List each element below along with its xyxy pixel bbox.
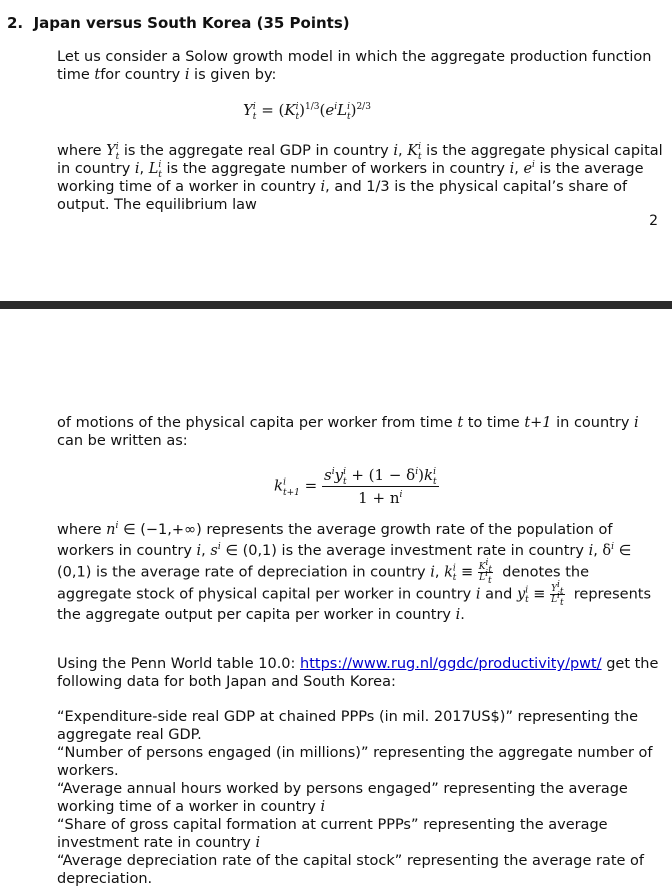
list-item: “Number of persons engaged (in millions)” representing the aggregate number of workers. bbox=[57, 745, 653, 779]
law-fraction: $\frac{s^iy^i_t + (1 - \delta^i)k^i_t}{1 + n^i}$ bbox=[323, 466, 437, 507]
list-item: “Average annual hours worked by persons engaged” representing the average working time of a worker in country i bbox=[57, 781, 628, 815]
pwt-paragraph: Using the Penn World table 10.0: https://www.rug.nl/ggdc/productivity/pwt/ get the following data for both Japan and South Korea: bbox=[57, 656, 659, 690]
list-item: “Share of gross capital formation at current PPPs” representing the average investment rate in country i bbox=[57, 817, 608, 851]
law-of-motion-equation: $k^i_{t+1}$ = $\frac{s^iy^i_t + (1 - \delta^i)k^i_t}{1 + n^i}$ bbox=[274, 466, 437, 507]
list-item: “Average depreciation rate of the capital stock” representing the average rate of depreciation. bbox=[57, 853, 645, 887]
page-break-divider bbox=[0, 301, 672, 309]
list-item: “Expenditure-side real GDP at chained PPPs (in mil. 2017US$)” representing the aggregate real GDP. bbox=[57, 709, 639, 743]
question-number: 2. bbox=[7, 14, 24, 32]
variable-definitions-1: where $Y^i_t$ is the aggregate real GDP in country i, $K^i_t$ is the aggregate physical capital in country i, $L^i_t$ is the aggregate number of workers in country i, $e^i$ is the average working time of a worker in country i, and 1/3 is the physical capital’s share of output. The equilibrium law bbox=[57, 142, 663, 213]
data-items-list bbox=[57, 708, 665, 888]
production-function-equation: $Y^i_t = (K^i_t)^{1/3}(e^iL^i_t)^{2/3}$ bbox=[243, 101, 371, 122]
question-title: Japan versus South Korea (35 Points) bbox=[33, 14, 350, 32]
pwt-link[interactable]: https://www.rug.nl/ggdc/productivity/pwt/ bbox=[300, 656, 602, 672]
law-of-motion-paragraph: of motions of the physical capita per worker from time t to time t+1 in country i can be written as: bbox=[57, 415, 639, 449]
intro-paragraph: Let us consider a Solow growth model in which the aggregate production function time tfor country i is given by: bbox=[57, 49, 652, 83]
question-heading bbox=[7, 14, 350, 32]
variable-definitions-2: where $n^i$ ∈ (−1,+∞) represents the average growth rate of the population of workers in country i, $s^i$ ∈ (0,1) is the average investment rate in country i, $\delta^i$ ∈ (0,1) is the average rate of depreciation in country i, $k^i_t$ ≡ $\frac{K^i_t}{L^i_t}$ denotes the aggregate stock of physical capital per worker in country i and $y^i_t$ ≡ $\frac{Y^i_t}{L^i_t}$ represents the aggregate output per capita per worker in country i. bbox=[57, 521, 652, 623]
page-number: 2 bbox=[649, 213, 658, 229]
